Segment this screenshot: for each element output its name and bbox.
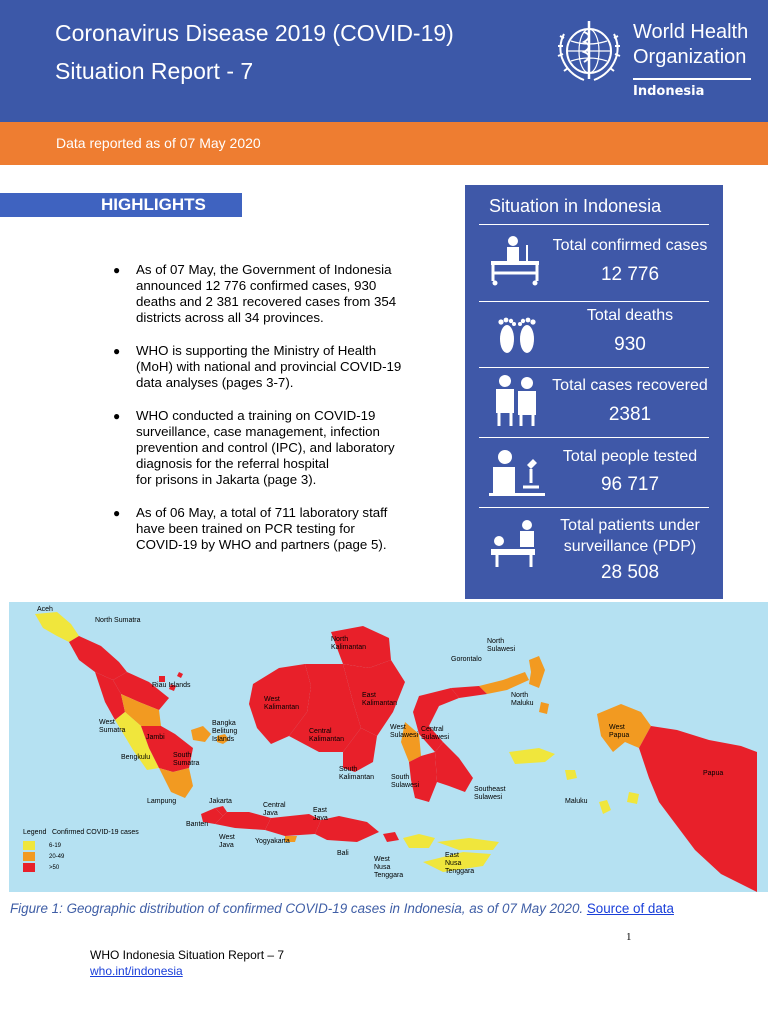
legend-swatch-mid (23, 852, 35, 861)
map-label-maluku: Maluku (565, 798, 588, 805)
map-label-south-sumatra: South Sumatra (173, 752, 200, 767)
map-label-west-kalimantan: West Kalimantan (264, 696, 300, 711)
map-label-bengkulu: Bengkulu (121, 754, 151, 761)
highlights-heading: HIGHLIGHTS (101, 195, 206, 214)
region-west-nusa (403, 834, 435, 848)
legend-title: Legend (23, 829, 47, 836)
region-lampung (159, 768, 193, 798)
highlight-line: districts across all 34 provinces. (136, 310, 324, 325)
footer-title: WHO Indonesia Situation Report – 7 (90, 948, 285, 962)
divider (479, 224, 709, 225)
highlight-line: have been trained on PCR testing for (136, 521, 355, 536)
stat-label-surveillance-2: surveillance (PDP) (563, 538, 697, 555)
legend-range-mid: 20-49 (49, 854, 65, 860)
map-label-bangka: Bangka Belitung Islands (212, 720, 238, 743)
map-label-east-kalimantan: East Kalimantan (362, 692, 398, 707)
map-label-west-sulawesi: West Sulawesi (390, 724, 419, 739)
region-aceh (35, 612, 79, 642)
highlight-item (113, 343, 413, 391)
bullet-icon: ● (113, 409, 121, 423)
map-label-central-kalimantan: Central Kalimantan (309, 728, 345, 743)
legend-subtitle: Confirmed COVID-19 cases (52, 829, 139, 836)
caption-text: Figure 1: Geographic distribution of confirmed COVID-19 cases in Indonesia, as of 07 May 2020. (10, 901, 587, 916)
who-country: Indonesia (633, 84, 705, 99)
divider (479, 507, 709, 508)
map-label-north-maluku: North Maluku (511, 692, 534, 707)
highlight-line: deaths and 2 381 recovered cases from 354 (136, 294, 397, 309)
highlight-line: As of 06 May, a total of 711 laboratory staff (136, 505, 388, 520)
map-label-lampung: Lampung (147, 798, 177, 805)
map-label-east-nusa: East Nusa Tenggara (445, 852, 475, 875)
who-name-line-1: World Health (633, 21, 749, 43)
divider (479, 301, 709, 302)
region-southeast-sulawesi (435, 742, 473, 792)
stat-label-confirmed: Total confirmed cases (552, 237, 708, 254)
map-label-central-sulawesi: Central Sulawesi (421, 726, 450, 741)
region-papua (639, 726, 757, 892)
map-label-bali: Bali (337, 850, 349, 857)
feet-icon (487, 309, 547, 363)
map-label-riau-islands: Riau Islands (152, 682, 191, 689)
stat-value-confirmed: 12 776 (600, 264, 660, 285)
map-label-central-java: Central Java (263, 802, 286, 817)
stat-value-tested: 96 717 (600, 474, 660, 495)
map-label-yogyakarta: Yogyakarta (255, 838, 290, 845)
map-label-west-papua: West Papua (609, 724, 630, 739)
map-label-south-sulawesi: South Sulawesi (391, 774, 420, 789)
report-title: Coronavirus Disease 2019 (COVID-19) (55, 20, 454, 46)
highlight-line: diagnosis for the referral hospital (136, 456, 329, 471)
map-shapes (9, 602, 768, 892)
map-label-south-kalimantan: South Kalimantan (339, 766, 375, 781)
highlight-line: for prisons in Jakarta (page 3). (136, 472, 317, 487)
map-label-north-sulawesi: North Sulawesi (487, 638, 516, 653)
map-label-banten: Banten (186, 821, 209, 828)
footer-link[interactable]: who.int/indonesia (90, 964, 183, 978)
highlight-line: announced 12 776 confirmed cases, 930 (136, 278, 377, 293)
stat-label-deaths: Total deaths (586, 307, 674, 324)
region-central-sulawesi (413, 688, 459, 752)
stat-label-surveillance-1: Total patients under (560, 517, 700, 534)
patient-bed-icon (487, 233, 547, 287)
highlight-line: COVID-19 by WHO and partners (page 5). (136, 537, 387, 552)
map-label-west-java: West Java (219, 834, 235, 849)
map-label-west-sumatra: West Sumatra (99, 719, 126, 734)
figure-caption (10, 901, 674, 917)
highlight-line: WHO conducted a training on COVID-19 (136, 408, 376, 423)
map-label-north-sumatra: North Sumatra (95, 617, 141, 624)
map-label-gorontalo: Gorontalo (451, 656, 482, 663)
map-label-north-kalimantan: North Kalimantan (331, 636, 367, 651)
stat-label-tested: Total people tested (562, 448, 698, 465)
divider (479, 437, 709, 438)
situation-title: Situation in Indonesia (489, 196, 662, 216)
highlight-line: data analyses (pages 3-7). (136, 375, 294, 390)
stat-value-surveillance: 28 508 (600, 562, 660, 583)
map-label-southeast-sulawesi: Southeast Sulawesi (474, 786, 506, 801)
map-label-jambi: Jambi (146, 734, 165, 741)
stat-value-recovered: 2381 (608, 404, 652, 425)
highlight-line: WHO is supporting the Ministry of Health (136, 343, 377, 358)
bullet-icon: ● (113, 344, 121, 358)
situation-panel (465, 185, 723, 599)
bullet-icon: ● (113, 506, 121, 520)
report-date: Data reported as of 07 May 2020 (56, 135, 261, 151)
legend-range-high: >50 (49, 865, 60, 871)
highlight-line: (MoH) with national and provincial COVID-19 (136, 359, 402, 374)
map-label-jakarta: Jakarta (209, 798, 232, 805)
bullet-icon: ● (113, 263, 121, 277)
map-label-west-nusa: West Nusa Tenggara (374, 856, 404, 879)
map-label-east-java: East Java (313, 807, 328, 822)
region-bali (383, 832, 399, 842)
highlight-item (113, 262, 413, 326)
highlight-line: As of 07 May, the Government of Indonesia (136, 262, 392, 277)
source-of-data-link[interactable]: Source of data (586, 901, 674, 916)
who-logo-divider (633, 78, 751, 80)
who-emblem-icon (554, 16, 624, 86)
legend-range-low: 6-19 (49, 843, 62, 849)
stat-value-deaths: 930 (614, 334, 646, 355)
highlight-item (113, 408, 413, 488)
legend-swatch-low (23, 841, 35, 850)
lab-microscope-icon (487, 445, 547, 499)
stat-label-recovered: Total cases recovered (552, 377, 708, 394)
highlight-line: prevention and control (IPC), and laboratory (136, 440, 395, 455)
map-label-papua: Papua (703, 770, 724, 777)
who-name-line-2: Organization (633, 46, 747, 68)
legend-swatch-high (23, 863, 35, 872)
map-label-aceh: Aceh (37, 606, 53, 613)
page-number: 1 (626, 931, 632, 943)
doctors-icon (487, 373, 547, 427)
highlight-item (113, 505, 413, 553)
nurse-patient-icon (487, 519, 547, 573)
report-subtitle: Situation Report - 7 (55, 58, 254, 84)
region-north-sulawesi (479, 672, 529, 694)
indonesia-map (9, 602, 768, 892)
highlights-list (113, 262, 413, 570)
divider (479, 367, 709, 368)
highlight-line: surveillance, case management, infection (136, 424, 380, 439)
